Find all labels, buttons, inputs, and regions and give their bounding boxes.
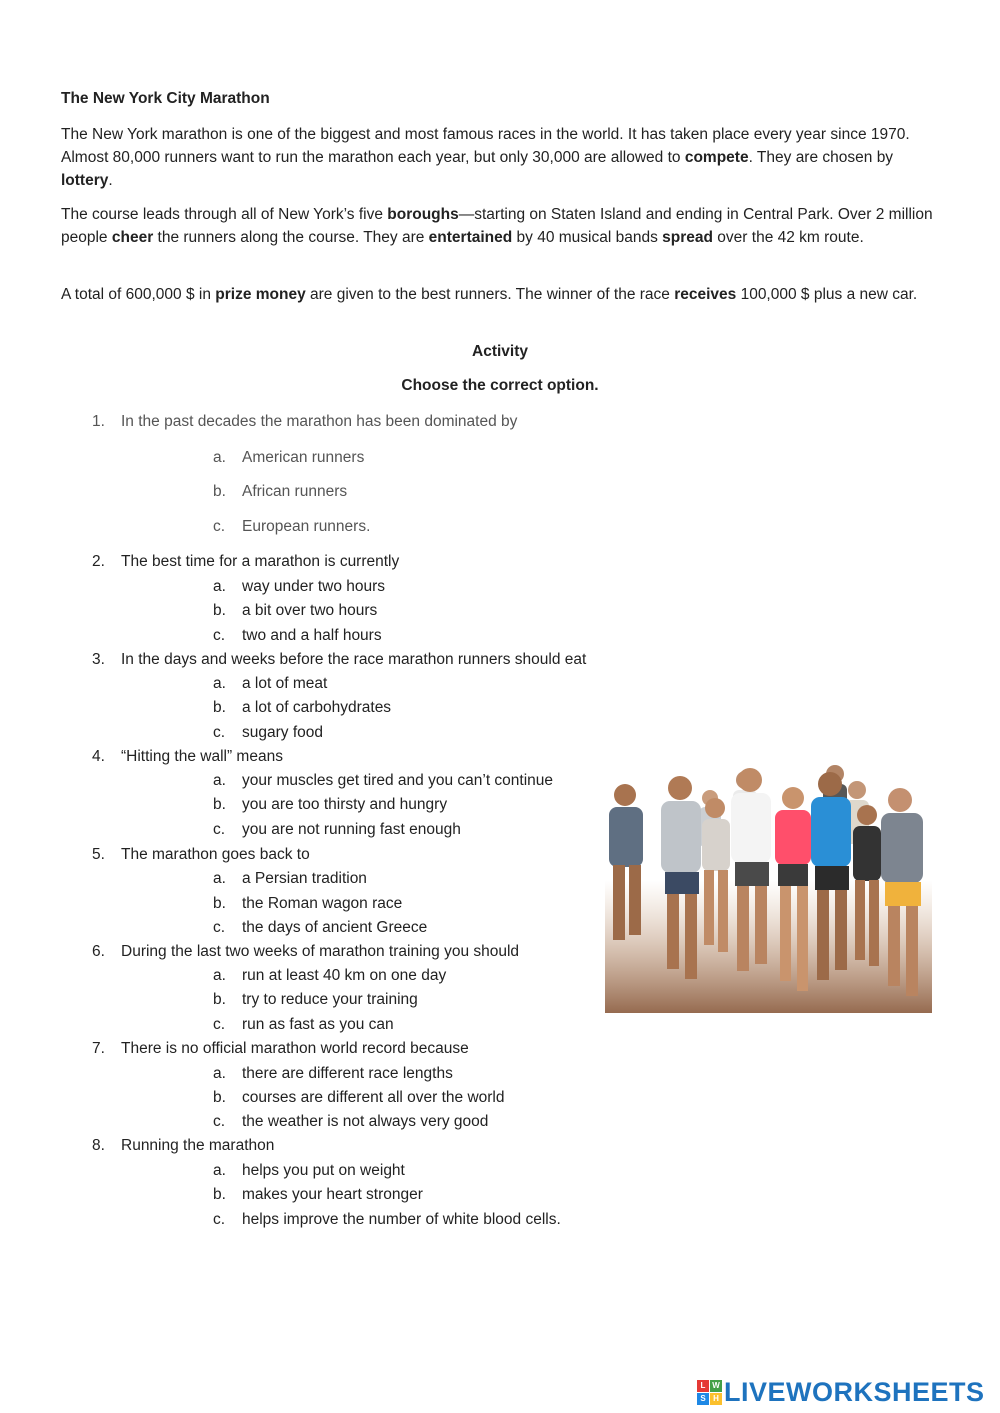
- option-1b[interactable]: b. African runners: [213, 483, 348, 500]
- option-4b[interactable]: b. you are too thirsty and hungry: [213, 796, 448, 813]
- runners-photo: [605, 760, 932, 1013]
- option-5a[interactable]: a. a Persian tradition: [213, 870, 367, 887]
- option-3a[interactable]: a. a lot of meat: [213, 675, 328, 692]
- option-1c[interactable]: c. European runners.: [213, 518, 371, 535]
- option-2c[interactable]: c. two and a half hours: [213, 627, 382, 644]
- activity-heading: Activity: [472, 343, 528, 360]
- question-2: 2. The best time for a marathon is currently: [92, 553, 400, 570]
- brand-name: LIVEWORKSHEETS: [724, 1376, 985, 1407]
- option-5b[interactable]: b. the Roman wagon race: [213, 895, 403, 912]
- question-4: 4. “Hitting the wall” means: [92, 748, 283, 765]
- question-8: 8. Running the marathon: [92, 1137, 275, 1154]
- logo-letter-l: L: [697, 1380, 709, 1392]
- question-5: 5. The marathon goes back to: [92, 846, 310, 863]
- paragraph-1: The New York marathon is one of the biggest and most famous races in the world. It has taken place every year since 1970. Almost 80,000 runners want to run the marathon each year, but only 30,000 are allowed to compete. They are chosen by lottery.: [61, 126, 910, 189]
- liveworksheets-logo: [697, 1377, 985, 1407]
- option-7a[interactable]: a. there are different race lengths: [213, 1065, 453, 1082]
- question-1: 1. In the past decades the marathon has been dominated by: [92, 413, 518, 430]
- option-6b[interactable]: b. try to reduce your training: [213, 991, 418, 1008]
- option-8b[interactable]: b. makes your heart stronger: [213, 1186, 423, 1203]
- logo-letter-h: H: [710, 1393, 722, 1405]
- option-2b[interactable]: b. a bit over two hours: [213, 602, 378, 619]
- activity-instruction: Choose the correct option.: [401, 377, 599, 394]
- option-4c[interactable]: c. you are not running fast enough: [213, 821, 461, 838]
- option-7c[interactable]: c. the weather is not always very good: [213, 1113, 489, 1130]
- option-3b[interactable]: b. a lot of carbohydrates: [213, 699, 392, 716]
- logo-letter-s: S: [697, 1393, 709, 1405]
- question-7: 7. There is no official marathon world record because: [92, 1040, 469, 1057]
- article-title: The New York City Marathon: [61, 90, 270, 107]
- option-3c[interactable]: c. sugary food: [213, 724, 323, 741]
- option-4a[interactable]: a. your muscles get tired and you can’t continue: [213, 772, 554, 789]
- option-7b[interactable]: b. courses are different all over the world: [213, 1089, 505, 1106]
- question-3: 3. In the days and weeks before the race marathon runners should eat: [92, 651, 587, 668]
- question-6: 6. During the last two weeks of marathon training you should: [92, 943, 520, 960]
- option-6a[interactable]: a. run at least 40 km on one day: [213, 967, 447, 984]
- option-6c[interactable]: c. run as fast as you can: [213, 1016, 394, 1033]
- option-2a[interactable]: a. way under two hours: [213, 578, 386, 595]
- logo-squares-icon: [697, 1380, 722, 1405]
- paragraph-2: The course leads through all of New York’s five boroughs—starting on Staten Island and ending in Central Park. Over 2 million people cheer the runners along the course. They are entertained by 40 musical bands spread over the 42 km route.: [61, 206, 933, 246]
- logo-letter-w: W: [710, 1380, 722, 1392]
- option-5c[interactable]: c. the days of ancient Greece: [213, 919, 428, 936]
- option-1a[interactable]: a. American runners: [213, 449, 365, 466]
- option-8c[interactable]: c. helps improve the number of white blood cells.: [213, 1211, 561, 1228]
- option-8a[interactable]: a. helps you put on weight: [213, 1162, 405, 1179]
- paragraph-3: A total of 600,000 $ in prize money are given to the best runners. The winner of the race receives 100,000 $ plus a new car.: [61, 286, 918, 303]
